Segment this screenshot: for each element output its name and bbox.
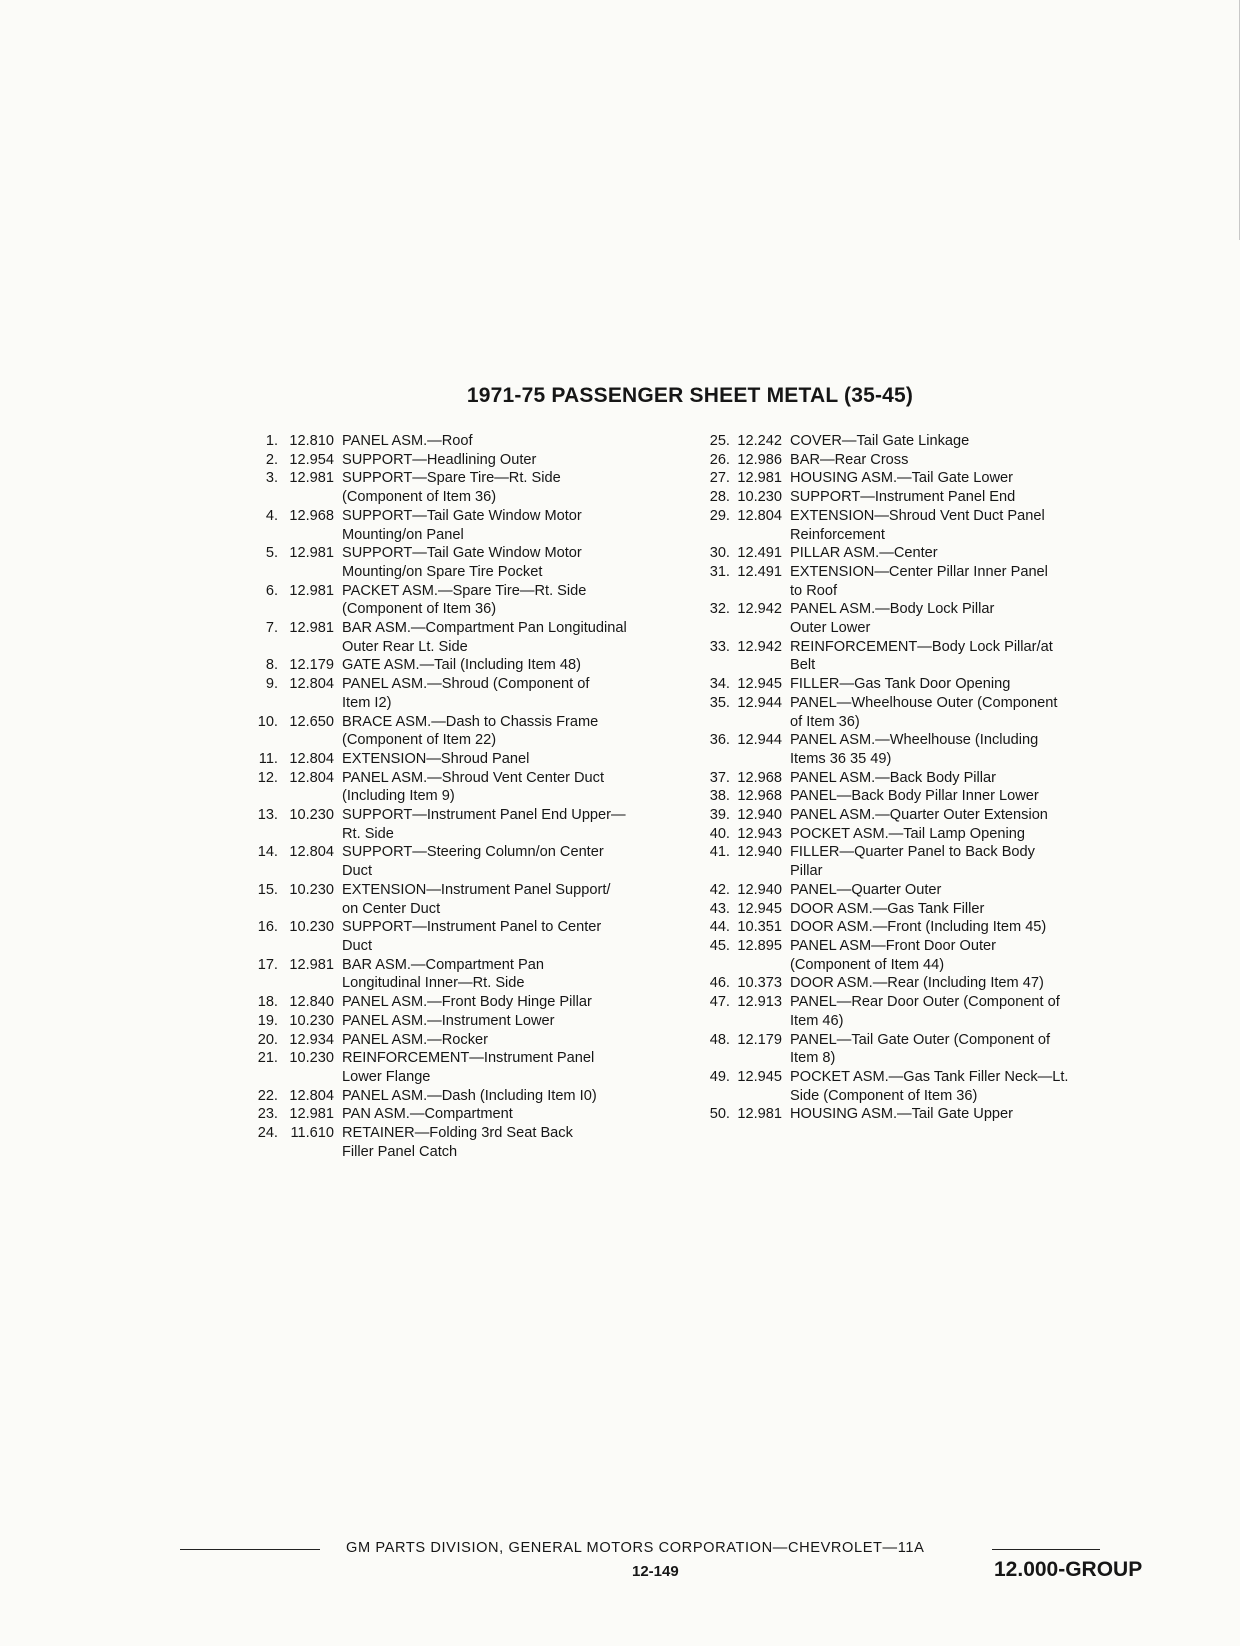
list-item	[702, 825, 1172, 844]
item-description	[782, 469, 1172, 488]
list-item	[702, 900, 1172, 919]
item-group-code: 12.968	[737, 788, 782, 805]
footer-rule-right	[992, 1549, 1100, 1550]
item-number: 1.	[265, 433, 278, 449]
item-group-code: 12.968	[737, 769, 782, 786]
list-item	[250, 881, 720, 918]
item-group-code: 12.179	[289, 657, 334, 674]
item-description-line: SUPPORT—Instrument Panel End Upper—	[342, 807, 626, 824]
item-description-line: EXTENSION—Shroud Vent Duct Panel	[790, 507, 1045, 524]
item-group-code: 12.945	[737, 676, 782, 693]
item-description	[782, 806, 1172, 825]
item-number: 48.	[709, 1031, 730, 1048]
item-number: 41.	[709, 844, 730, 861]
item-description	[782, 1031, 1172, 1068]
list-item	[702, 918, 1172, 937]
item-description	[334, 469, 720, 506]
item-group-code: 12.913	[737, 994, 782, 1011]
item-description	[782, 993, 1172, 1030]
item-number: 42.	[709, 881, 730, 898]
item-description-line: BRACE ASM.—Dash to Chassis Frame	[342, 713, 599, 730]
item-description-line: BAR—Rear Cross	[790, 451, 909, 468]
item-description-line: GATE ASM.—Tail (Including Item 48)	[342, 657, 581, 674]
item-description-line: PANEL—Back Body Pillar Inner Lower	[790, 788, 1039, 805]
parts-list-left	[250, 432, 720, 1161]
item-description	[334, 843, 720, 880]
item-group-code: 12.981	[289, 545, 334, 562]
item-description-line: EXTENSION—Center Pillar Inner Panel	[790, 563, 1048, 580]
item-group-code: 12.491	[737, 563, 782, 580]
item-number: 43.	[709, 900, 730, 917]
item-description-line: BAR ASM.—Compartment Pan Longitudinal	[342, 620, 627, 637]
item-group-code: 12.804	[289, 676, 334, 693]
list-item	[250, 843, 720, 880]
item-description	[782, 825, 1172, 844]
list-item	[250, 432, 720, 451]
item-description-line: PANEL ASM.—Back Body Pillar	[790, 769, 997, 786]
item-group-code: 12.944	[737, 694, 782, 711]
item-number: 27.	[709, 470, 730, 487]
item-group-code: 10.373	[737, 975, 782, 992]
list-item	[702, 638, 1172, 675]
item-number: 28.	[709, 489, 730, 506]
list-item	[702, 937, 1172, 974]
item-number: 18.	[257, 994, 278, 1011]
item-group-code: 12.804	[289, 844, 334, 861]
item-description-line: Filler Panel Catch	[342, 1143, 458, 1160]
item-description-line: Longitudinal Inner—Rt. Side	[342, 975, 525, 992]
item-description-line: PANEL ASM.—Body Lock Pillar	[790, 601, 995, 618]
list-item	[702, 1105, 1172, 1124]
item-description-line: FILLER—Quarter Panel to Back Body	[790, 844, 1035, 861]
item-description	[782, 769, 1172, 788]
list-item	[702, 843, 1172, 880]
item-description-line: of Item 36)	[790, 713, 860, 730]
item-group-code: 12.940	[737, 844, 782, 861]
item-number: 34.	[709, 676, 730, 693]
list-item	[250, 1105, 720, 1124]
item-number: 2.	[265, 451, 278, 468]
item-description	[782, 937, 1172, 974]
item-group-code: 12.954	[289, 451, 334, 468]
item-number: 37.	[709, 769, 730, 786]
item-group-code: 10.230	[737, 489, 782, 506]
item-group-code: 12.840	[289, 994, 334, 1011]
list-item	[702, 993, 1172, 1030]
item-group-code: 12.942	[737, 638, 782, 655]
footer-publisher: GM PARTS DIVISION, GENERAL MOTORS CORPORATION—CHEVROLET—11A	[346, 1540, 925, 1556]
item-description	[782, 694, 1172, 731]
list-item	[250, 656, 720, 675]
item-group-code: 12.491	[737, 545, 782, 562]
item-number: 21.	[257, 1050, 278, 1067]
list-item	[702, 1031, 1172, 1068]
list-item	[250, 544, 720, 581]
item-group-code: 12.945	[737, 1068, 782, 1085]
item-number: 13.	[257, 807, 278, 824]
item-number: 8.	[265, 657, 278, 674]
item-description-line: COVER—Tail Gate Linkage	[790, 433, 970, 449]
item-number: 44.	[709, 919, 730, 936]
item-group-code: 12.981	[289, 620, 334, 637]
list-item	[250, 956, 720, 993]
item-number: 5.	[265, 545, 278, 562]
item-description	[334, 1105, 720, 1124]
list-item	[702, 731, 1172, 768]
item-group-code: 12.986	[737, 451, 782, 468]
item-number: 16.	[257, 919, 278, 936]
item-description-line: PANEL ASM.—Wheelhouse (Including	[790, 732, 1039, 749]
item-description	[334, 956, 720, 993]
item-group-code: 12.945	[737, 900, 782, 917]
item-description-line: (Component of Item 36)	[342, 489, 497, 506]
item-description-line: Duct	[342, 937, 373, 954]
item-group-code: 12.804	[289, 750, 334, 767]
item-description	[334, 1031, 720, 1050]
item-number: 40.	[709, 825, 730, 842]
item-description	[782, 900, 1172, 919]
item-description-line: EXTENSION—Instrument Panel Support/	[342, 881, 611, 898]
item-description-line: on Center Duct	[342, 900, 441, 917]
item-description-line: DOOR ASM.—Gas Tank Filler	[790, 900, 985, 917]
item-description-line: PANEL ASM.—Shroud (Component of	[342, 676, 590, 693]
list-item	[250, 582, 720, 619]
item-number: 38.	[709, 788, 730, 805]
item-number: 9.	[265, 676, 278, 693]
item-description	[334, 656, 720, 675]
list-item	[250, 675, 720, 712]
item-description-line: Reinforcement	[790, 526, 885, 543]
item-description-line: EXTENSION—Shroud Panel	[342, 750, 530, 767]
list-item	[250, 619, 720, 656]
list-item	[702, 544, 1172, 563]
item-description-line: PANEL ASM.—Roof	[342, 433, 473, 449]
item-description-line: PANEL ASM.—Dash (Including Item I0)	[342, 1087, 597, 1104]
item-description	[782, 1068, 1172, 1105]
item-description-line: Mounting/on Spare Tire Pocket	[342, 563, 543, 580]
list-item	[702, 974, 1172, 993]
item-number: 33.	[709, 638, 730, 655]
item-group-code: 12.981	[289, 1106, 334, 1123]
item-group-code: 12.943	[737, 825, 782, 842]
item-description	[782, 432, 1172, 451]
list-item	[702, 507, 1172, 544]
item-description-line: PILLAR ASM.—Center	[790, 545, 938, 562]
list-item	[250, 1031, 720, 1050]
item-description	[334, 619, 720, 656]
item-description-line: PANEL ASM.—Shroud Vent Center Duct	[342, 769, 605, 786]
item-description-line: PAN ASM.—Compartment	[342, 1106, 513, 1123]
list-item	[250, 713, 720, 750]
item-description	[334, 881, 720, 918]
item-description-line: Item I2)	[342, 694, 392, 711]
item-description-line: SUPPORT—Steering Column/on Center	[342, 844, 604, 861]
list-item	[250, 1012, 720, 1031]
item-description	[334, 918, 720, 955]
item-number: 35.	[709, 694, 730, 711]
item-description	[334, 507, 720, 544]
item-description	[334, 1087, 720, 1106]
list-item	[250, 806, 720, 843]
item-description-line: Lower Flange	[342, 1068, 431, 1085]
item-description	[782, 918, 1172, 937]
item-description-line: REINFORCEMENT—Body Lock Pillar/at	[790, 638, 1053, 655]
item-group-code: 12.942	[737, 601, 782, 618]
item-description	[782, 731, 1172, 768]
item-number: 47.	[709, 994, 730, 1011]
item-description-line: (Component of Item 22)	[342, 732, 497, 749]
item-description	[334, 544, 720, 581]
item-description	[334, 451, 720, 470]
item-group-code: 12.810	[289, 433, 334, 449]
item-description	[334, 1012, 720, 1031]
list-item	[702, 451, 1172, 470]
page-title: 1971-75 PASSENGER SHEET METAL (35-45)	[466, 384, 914, 407]
item-group-code: 11.610	[290, 1125, 334, 1142]
list-item	[702, 675, 1172, 694]
item-description-line: PANEL ASM—Front Door Outer	[790, 937, 997, 954]
item-group-code: 12.934	[289, 1031, 334, 1048]
list-item	[250, 1049, 720, 1086]
item-number: 32.	[709, 601, 730, 618]
item-number: 11.	[258, 750, 278, 767]
item-description-line: Item 8)	[790, 1050, 836, 1067]
group-code: 12.000-GROUP	[994, 1558, 1143, 1581]
item-number: 36.	[709, 732, 730, 749]
item-number: 7.	[265, 620, 278, 637]
scan-edge-mark	[1235, 0, 1240, 240]
item-description-line: Rt. Side	[342, 825, 394, 842]
item-description-line: (Component of Item 36)	[342, 601, 497, 618]
item-description-line: SUPPORT—Tail Gate Window Motor	[342, 545, 582, 562]
footer-rule-left	[180, 1549, 320, 1550]
item-group-code: 10.230	[289, 919, 334, 936]
item-description	[334, 582, 720, 619]
item-description	[334, 1124, 720, 1161]
parts-list-right	[702, 432, 1172, 1124]
item-description	[782, 843, 1172, 880]
item-description-line: PANEL—Tail Gate Outer (Component of	[790, 1031, 1051, 1048]
item-description	[782, 638, 1172, 675]
item-description-line: Mounting/on Panel	[342, 526, 464, 543]
item-group-code: 10.351	[737, 919, 782, 936]
item-group-code: 12.650	[289, 713, 334, 730]
item-description-line: Outer Rear Lt. Side	[342, 638, 468, 655]
item-group-code: 12.981	[289, 470, 334, 487]
item-number: 6.	[265, 582, 278, 599]
item-description-line: Items 36 35 49)	[790, 750, 892, 767]
item-description-line: PANEL—Wheelhouse Outer (Component	[790, 694, 1058, 711]
item-description-line: Duct	[342, 863, 373, 880]
item-number: 25.	[709, 433, 730, 449]
item-number: 3.	[265, 470, 278, 487]
item-description	[334, 713, 720, 750]
item-number: 50.	[709, 1106, 730, 1123]
item-group-code: 12.981	[289, 582, 334, 599]
item-group-code: 12.968	[289, 507, 334, 524]
item-description-line: HOUSING ASM.—Tail Gate Lower	[790, 470, 1014, 487]
item-description	[782, 451, 1172, 470]
list-item	[702, 488, 1172, 507]
item-number: 39.	[709, 807, 730, 824]
item-description-line: DOOR ASM.—Rear (Including Item 47)	[790, 975, 1044, 992]
item-number: 20.	[257, 1031, 278, 1048]
item-group-code: 12.179	[737, 1031, 782, 1048]
item-description-line: HOUSING ASM.—Tail Gate Upper	[790, 1106, 1014, 1123]
item-number: 31.	[709, 563, 730, 580]
item-group-code: 12.981	[289, 956, 334, 973]
list-item	[250, 918, 720, 955]
item-description	[334, 806, 720, 843]
item-number: 23.	[257, 1106, 278, 1123]
item-group-code: 12.940	[737, 881, 782, 898]
list-item	[250, 769, 720, 806]
item-description	[334, 993, 720, 1012]
item-description	[782, 787, 1172, 806]
list-item	[702, 806, 1172, 825]
item-description	[334, 432, 720, 451]
item-description-line: PANEL ASM.—Rocker	[342, 1031, 488, 1048]
item-number: 45.	[709, 937, 730, 954]
item-description-line: to Roof	[790, 582, 838, 599]
item-description-line: Item 46)	[790, 1012, 844, 1029]
item-description-line: PANEL ASM.—Instrument Lower	[342, 1012, 555, 1029]
list-item	[702, 469, 1172, 488]
item-description-line: Pillar	[790, 863, 823, 880]
item-group-code: 10.230	[289, 1050, 334, 1067]
item-description-line: RETAINER—Folding 3rd Seat Back	[342, 1125, 573, 1142]
item-description	[782, 544, 1172, 563]
item-group-code: 12.804	[289, 769, 334, 786]
item-description-line: SUPPORT—Spare Tire—Rt. Side	[342, 470, 561, 487]
item-description	[782, 563, 1172, 600]
list-item	[702, 563, 1172, 600]
item-description	[782, 675, 1172, 694]
list-item	[250, 1087, 720, 1106]
list-item	[250, 750, 720, 769]
list-item	[250, 993, 720, 1012]
list-item	[702, 432, 1172, 451]
item-group-code: 10.230	[289, 1012, 334, 1029]
item-description-line: BAR ASM.—Compartment Pan	[342, 956, 544, 973]
item-description-line: Belt	[790, 657, 816, 674]
item-number: 14.	[257, 844, 278, 861]
item-number: 12.	[257, 769, 278, 786]
item-description	[782, 974, 1172, 993]
item-description	[334, 1049, 720, 1086]
item-number: 19.	[257, 1012, 278, 1029]
item-group-code: 12.940	[737, 807, 782, 824]
item-description-line: SUPPORT—Instrument Panel End	[790, 489, 1016, 506]
item-description-line: SUPPORT—Instrument Panel to Center	[342, 919, 602, 936]
item-description	[782, 488, 1172, 507]
item-description-line: FILLER—Gas Tank Door Opening	[790, 676, 1011, 693]
item-group-code: 10.230	[289, 881, 334, 898]
item-description	[782, 881, 1172, 900]
list-item	[250, 1124, 720, 1161]
item-group-code: 12.804	[289, 1087, 334, 1104]
list-item	[702, 881, 1172, 900]
item-description	[334, 769, 720, 806]
item-description-line: PANEL ASM.—Front Body Hinge Pillar	[342, 994, 592, 1011]
list-item	[702, 1068, 1172, 1105]
item-description	[782, 507, 1172, 544]
item-group-code: 12.981	[737, 1106, 782, 1123]
item-number: 26.	[709, 451, 730, 468]
item-group-code: 10.230	[289, 807, 334, 824]
item-description	[782, 1105, 1172, 1124]
item-description-line: DOOR ASM.—Front (Including Item 45)	[790, 919, 1047, 936]
item-description-line: (Component of Item 44)	[790, 956, 945, 973]
item-description-line: SUPPORT—Headlining Outer	[342, 451, 537, 468]
item-number: 10.	[257, 713, 278, 730]
item-description-line: PANEL—Quarter Outer	[790, 881, 942, 898]
item-number: 29.	[709, 507, 730, 524]
item-number: 15.	[257, 881, 278, 898]
item-description-line: PANEL ASM.—Quarter Outer Extension	[790, 807, 1048, 824]
item-description-line: PACKET ASM.—Spare Tire—Rt. Side	[342, 582, 587, 599]
list-item	[250, 451, 720, 470]
item-number: 22.	[257, 1087, 278, 1104]
item-group-code: 12.981	[737, 470, 782, 487]
item-number: 17.	[257, 956, 278, 973]
list-item	[702, 694, 1172, 731]
item-description-line: REINFORCEMENT—Instrument Panel	[342, 1050, 595, 1067]
item-description-line: Side (Component of Item 36)	[790, 1087, 978, 1104]
item-number: 30.	[709, 545, 730, 562]
item-group-code: 12.804	[737, 507, 782, 524]
page-number: 12-149	[632, 1563, 679, 1580]
list-item	[250, 507, 720, 544]
item-group-code: 12.895	[737, 937, 782, 954]
item-description	[334, 675, 720, 712]
item-number: 4.	[265, 507, 278, 524]
item-description-line: Outer Lower	[790, 620, 871, 637]
list-item	[702, 600, 1172, 637]
item-description	[334, 750, 720, 769]
item-description-line: (Including Item 9)	[342, 788, 455, 805]
item-description-line: SUPPORT—Tail Gate Window Motor	[342, 507, 582, 524]
item-description	[782, 600, 1172, 637]
item-number: 46.	[709, 975, 730, 992]
item-number: 24.	[257, 1125, 278, 1142]
list-item	[702, 769, 1172, 788]
item-description-line: POCKET ASM.—Tail Lamp Opening	[790, 825, 1025, 842]
item-group-code: 12.944	[737, 732, 782, 749]
item-description-line: POCKET ASM.—Gas Tank Filler Neck—Lt.	[790, 1068, 1069, 1085]
list-item	[250, 469, 720, 506]
item-group-code: 12.242	[737, 433, 782, 449]
item-description-line: PANEL—Rear Door Outer (Component of	[790, 994, 1060, 1011]
list-item	[702, 787, 1172, 806]
item-number: 49.	[709, 1068, 730, 1085]
